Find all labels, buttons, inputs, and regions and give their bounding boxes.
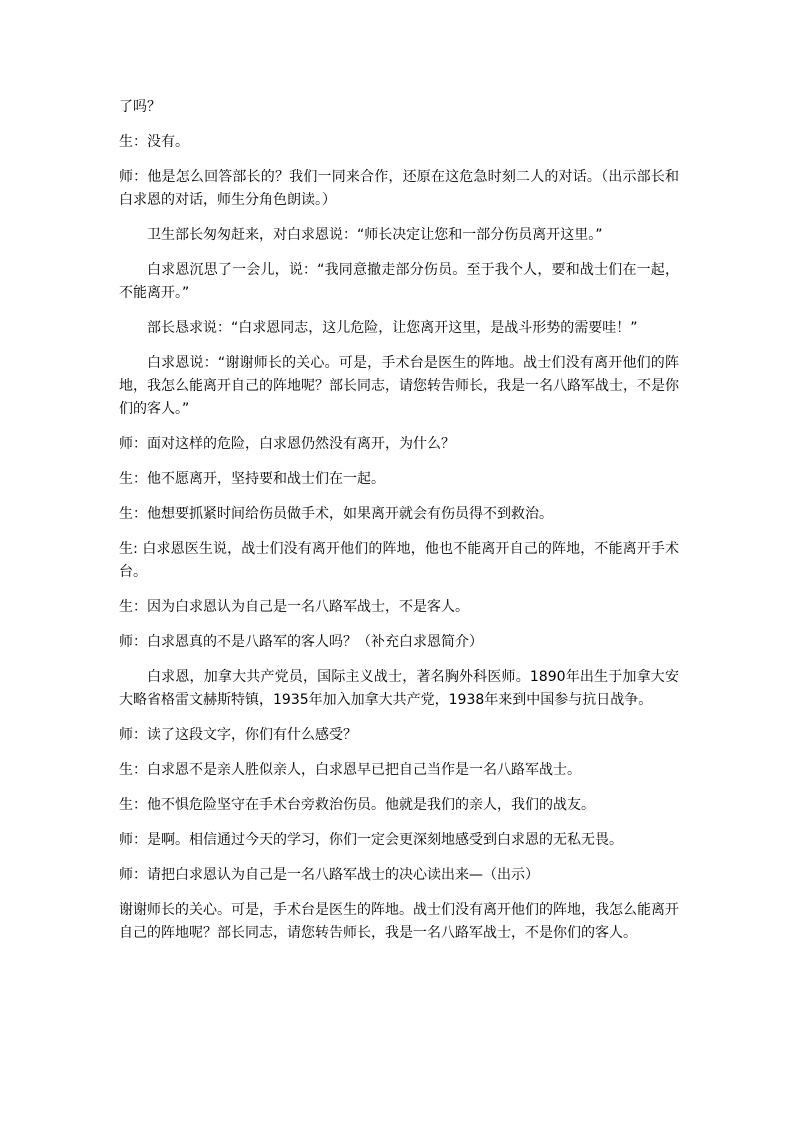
student-reply: 生：白求恩不是亲人胜似亲人，白求恩早已把自己当作是一名八路军战士。 bbox=[119, 762, 581, 778]
teacher-prompt: 师：读了这段文字，你们有什么感受？ bbox=[119, 727, 357, 743]
paragraph-continuation: 了吗？ bbox=[119, 99, 161, 115]
teacher-prompt: 师：请把白求恩认为自己是一名八路军战士的决心读出来—（出示） bbox=[119, 867, 539, 883]
dialogue-line: 部长恳求说：“白求恩同志，这儿危险，让您离开这里，是战斗形势的需要哇！” bbox=[147, 320, 638, 336]
document-page bbox=[119, 96, 679, 957]
student-reply: 生: 白求恩医生说，战士们没有离开他们的阵地，他也不能离开自己的阵地，不能离开手术台。 bbox=[119, 541, 679, 580]
student-reply: 生：他不惧危险坚守在手术台旁救治伤员。他就是我们的亲人，我们的战友。 bbox=[119, 797, 595, 813]
student-reply: 生：因为白求恩认为自己是一名八路军战士，不是客人。 bbox=[119, 599, 469, 615]
dialogue-line: 卫生部长匆匆赶来，对白求恩说：“师长决定让您和一部分伤员离开这里。” bbox=[147, 227, 603, 243]
bethune-bio: 白求恩，加拿大共产党员，国际主义战士，著名胸外科医师。1890年出生于加拿大安大略省格雷文赫斯特镇，1935年加入加拿大共产党，1938年来到中国参与抗日战争。 bbox=[119, 669, 679, 708]
dialogue-line: 白求恩说：“谢谢师长的关心。可是，手术台是医生的阵地。战士们没有离开他们的阵地，我怎么能离开自己的阵地呢？部长同志，请您转告师长，我是一名八路军战士，不是你们的客人。” bbox=[119, 355, 679, 417]
dialogue-line: 白求恩沉思了一会儿，说：“我同意撤走部分伤员。至于我个人，要和战士们在一起，不能离开。” bbox=[119, 262, 679, 301]
student-reply: 生：他想要抓紧时间给伤员做手术，如果离开就会有伤员得不到救治。 bbox=[119, 506, 553, 522]
student-reply: 生：他不愿离开，坚持要和战士们在一起。 bbox=[119, 471, 385, 487]
student-reply: 生：没有。 bbox=[119, 134, 189, 150]
teacher-prompt: 师：白求恩真的不是八路军的客人吗？（补充白求恩简介） bbox=[119, 634, 483, 650]
teacher-prompt: 师：他是怎么回答部长的？我们一同来合作，还原在这危急时刻二人的对话。（出示部长和白求恩的对话，师生分角色朗读。） bbox=[119, 169, 679, 208]
quoted-passage: 谢谢师长的关心。可是，手术台是医生的阵地。战士们没有离开他们的阵地，我怎么能离开自己的阵地呢？部长同志，请您转告师长，我是一名八路军战士，不是你们的客人。 bbox=[119, 902, 679, 941]
teacher-prompt: 师：是啊。相信通过今天的学习，你们一定会更深刻地感受到白求恩的无私无畏。 bbox=[119, 832, 623, 848]
teacher-prompt: 师：面对这样的危险，白求恩仍然没有离开，为什么？ bbox=[119, 436, 455, 452]
